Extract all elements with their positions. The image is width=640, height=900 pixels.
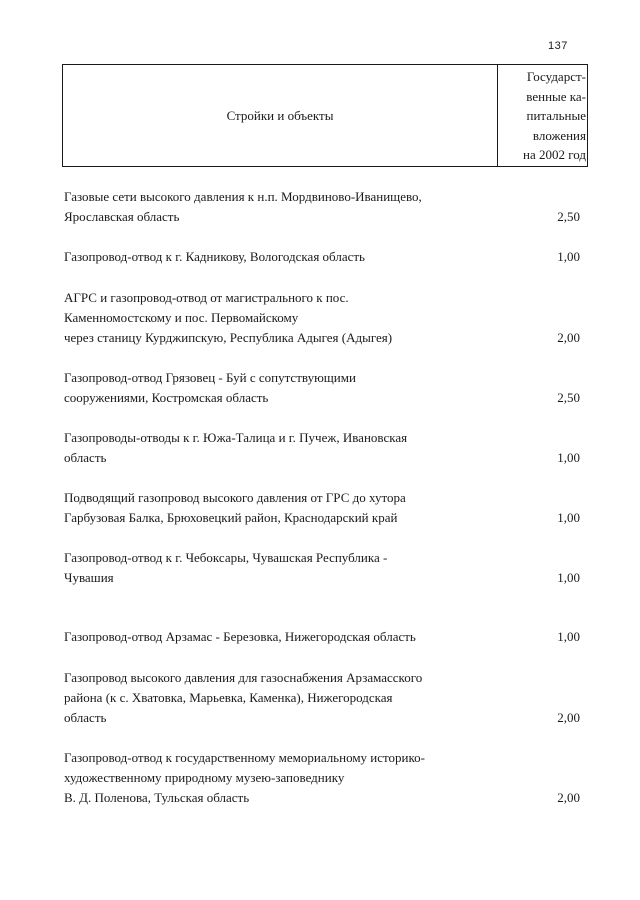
column-header-investment-line: на 2002 год: [523, 147, 586, 162]
object-description: [64, 247, 582, 267]
table-row: [64, 288, 582, 348]
table-row: [64, 368, 582, 408]
description-line: Газопровод-отвод к г. Чебоксары, Чувашская Республика -: [64, 550, 388, 565]
table-header-row: [63, 65, 588, 167]
object-description: [64, 668, 582, 728]
investment-value: 1,00: [557, 249, 580, 264]
description-line: область: [64, 450, 107, 465]
object-description: [64, 288, 582, 348]
table-row: [64, 748, 582, 808]
investment-value: 2,50: [557, 390, 580, 405]
description-line: Газопровод-отвод Грязовец - Буй с сопутствующими: [64, 370, 356, 385]
description-line: района (к с. Хватовка, Марьевка, Каменка), Нижегородская: [64, 690, 393, 705]
description-line: Газопровод-отвод к государственному мемориальному историко-: [64, 750, 425, 765]
description-line: Подводящий газопровод высокого давления от ГРС до хутора: [64, 490, 406, 505]
description-line: АГРС и газопровод-отвод от магистрального к пос.: [64, 290, 349, 305]
object-description: [64, 627, 582, 647]
description-line: Ярославская область: [64, 209, 180, 224]
investment-value: 1,00: [557, 629, 580, 644]
description-line: сооружениями, Костромская область: [64, 390, 269, 405]
column-header-investment-line: венные ка-: [526, 88, 586, 104]
description-line: Чувашия: [64, 570, 114, 585]
description-line: Газопровод-отвод Арзамас - Березовка, Нижегородская область: [64, 629, 416, 644]
table-row: [64, 187, 582, 227]
description-line: Газопровод высокого давления для газоснабжения Арзамасского: [64, 670, 423, 685]
object-description: [64, 748, 582, 808]
investment-value: 2,00: [557, 710, 580, 725]
table-header: [62, 64, 588, 167]
description-line: художественному природному музею-заповеднику: [64, 770, 345, 785]
description-line: Газовые сети высокого давления к н.п. Мордвиново-Иванищево,: [64, 189, 422, 204]
column-header-investment-line: питальные: [526, 108, 586, 123]
table-row: [64, 627, 582, 647]
table-row: [64, 428, 582, 468]
description-line: Каменномостскому и пос. Первомайскому: [64, 310, 299, 325]
object-description: [64, 187, 582, 227]
column-header-investment-line: Государст-: [526, 69, 586, 84]
column-header-objects: Стройки и объекты: [63, 65, 498, 167]
investment-value: 2,50: [557, 209, 580, 224]
investment-value: 2,00: [557, 330, 580, 345]
object-description: [64, 488, 582, 528]
table-row: [64, 548, 582, 588]
object-description: [64, 428, 582, 468]
table-row: [64, 668, 582, 728]
description-line: В. Д. Поленова, Тульская область: [64, 790, 250, 805]
table-row: [64, 488, 582, 528]
object-description: [64, 368, 582, 408]
column-header-investment: [498, 65, 588, 167]
description-line: через станицу Курджипскую, Республика Адыгея (Адыгея): [64, 330, 393, 345]
table-row: [64, 247, 582, 267]
column-header-investment-line: вложения: [532, 127, 586, 143]
page-number: 137: [548, 40, 568, 52]
investment-value: 1,00: [557, 450, 580, 465]
description-line: Газопроводы-отводы к г. Южа-Талица и г. Пучеж, Ивановская: [64, 430, 408, 445]
investment-value: 2,00: [557, 790, 580, 805]
description-line: Газопровод-отвод к г. Кадникову, Вологодская область: [64, 249, 365, 264]
description-line: область: [64, 710, 107, 725]
investment-value: 1,00: [557, 570, 580, 585]
description-line: Гарбузовая Балка, Брюховецкий район, Краснодарский край: [64, 510, 398, 525]
object-description: [64, 548, 582, 588]
investment-value: 1,00: [557, 510, 580, 525]
